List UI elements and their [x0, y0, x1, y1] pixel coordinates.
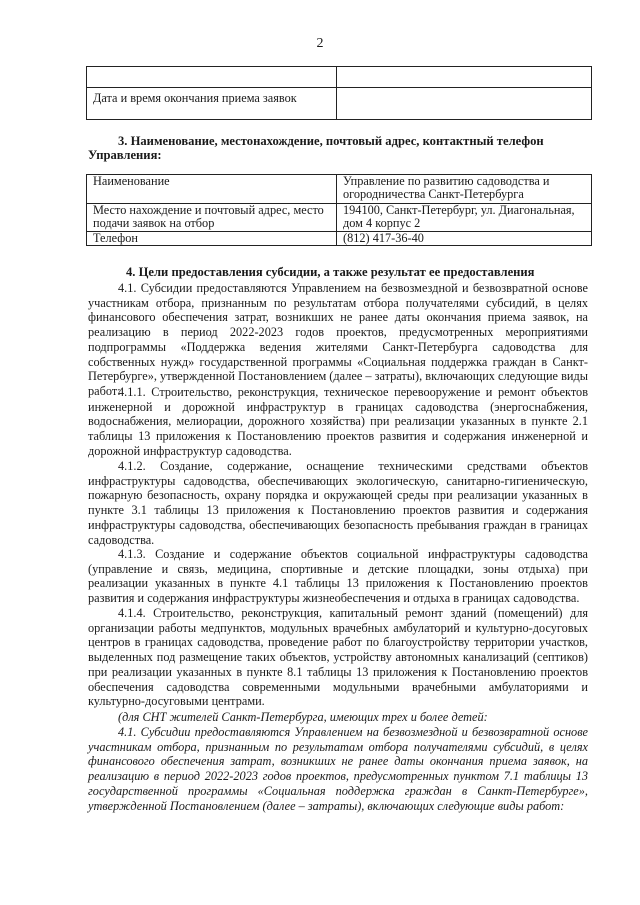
paragraph-4-1-2: 4.1.2. Создание, содержание, оснащение техническими средствами объектов инфраструктуры садоводства, обеспечивающих экологическую, санитарно-гигиеническую, пожарную безопасность, охрану порядка и окружающей среды при реализации указанных в пункте 3.1 таблицы 13 приложения к Постановлению проектов развития и содержания инфраструктуры садоводства, обеспечивающих безопасность пребывания граждан в границах садоводства. — [88, 459, 588, 547]
table-cell-label — [87, 67, 337, 88]
italic-lead: (для СНТ жителей Санкт-Петербурга, имеющих трех и более детей: — [118, 710, 488, 724]
section-4-heading: 4. Цели предоставления субсидии, а также результат ее предоставления — [126, 265, 535, 279]
section-3-heading-continued: Управления: — [88, 148, 162, 162]
paragraph-4-1-1: 4.1.1. Строительство, реконструкция, техническое перевооружение и ремонт объектов инженерной и дорожной инфраструктур в границах садоводства (энергоснабжения, водоснабжения, мелиорации, дорожного хозяйства) при реализации указанных в пункте 2.1 таблицы 13 приложения к Постановлению проектов развития и содержания инженерной и дорожной инфраструктур садоводства. — [88, 385, 588, 458]
table-cell-label: Место нахождение и почтовый адрес, место подачи заявок на отбор — [87, 204, 337, 232]
paragraph-4-1: 4.1. Субсидии предоставляются Управлением на безвозмездной и безвозвратной основе участникам отбора, признанным по результатам отбора получателями субсидий, в целях финансового обеспечения затрат, возникших не ранее даты окончания приема заявок, на реализацию в период 2022-2023 годов проектов, предусмотренных мероприятиями подпрограммы «Поддержка ведения жителями Санкт-Петербурга садоводства для собственных нужд» государственной программы «Социальная поддержка граждан в Санкт-Петербурге», утвержденной Постановлением (далее – затраты), включающих следующие виды работ: — [88, 281, 588, 398]
table-cell-value: 194100, Санкт-Петербург, ул. Диагональная, дом 4 корпус 2 — [337, 204, 592, 232]
table-cell-value: (812) 417-36-40 — [337, 232, 592, 246]
paragraph-4-1-3: 4.1.3. Создание и содержание объектов социальной инфраструктуры садоводства (управление и связь, медицина, спортивные и детские площадки, зоны отдыха) при реализации указанных в пункте 4.1 таблицы 13 приложения к Постановлению проектов развития и содержания инфраструктуры жизнеобеспечения и отдыха в границах садоводства. — [88, 547, 588, 606]
table-row — [87, 67, 592, 88]
table-cell-value — [337, 88, 592, 120]
table-row — [87, 232, 592, 246]
table-cell-value: Управление по развитию садоводства и огородничества Санкт-Петербурга — [337, 175, 592, 204]
table-cell-label: Дата и время окончания приема заявок — [87, 88, 337, 120]
table-cell-label: Наименование — [87, 175, 337, 204]
page-number: 2 — [316, 36, 324, 51]
table-row — [87, 88, 592, 120]
table-row — [87, 175, 592, 204]
contacts-table — [86, 174, 592, 246]
section-3-heading: 3. Наименование, местонахождение, почтовый адрес, контактный телефон — [118, 134, 544, 148]
paragraph-4-1-4: 4.1.4. Строительство, реконструкция, капитальный ремонт зданий (помещений) для организации работы медпунктов, модульных врачебных амбулаторий и культурно-досуговых центров в границах садоводства, проведение работ по благоустройству территории участков, выделенных под размещение таких объектов, устройству автономных канализаций (септиков) при реализации указанных в пункте 8.1 таблицы 13 приложения к Постановлению проектов обеспечения садоводства современными модульными врачебными амбулаториями и культурно-досуговыми центрами. — [88, 606, 588, 709]
table-cell-value — [337, 67, 592, 88]
table-cell-label: Телефон — [87, 232, 337, 246]
table-row — [87, 204, 592, 232]
italic-paragraph-4-1: 4.1. Субсидии предоставляются Управлением на безвозмездной и безвозвратной основе участникам отбора, признанным по результатам отбора получателями субсидий, в целях финансового обеспечения затрат, возникших не ранее даты окончания приема заявок, на реализацию в период 2022-2023 годов проектов, предусмотренных пунктом 7.1 таблицы 13 государственной программы «Социальная поддержка граждан в Санкт-Петербурге», утвержденной Постановлением (далее – затраты), включающих следующие виды работ: — [88, 725, 588, 813]
deadline-table — [86, 66, 592, 120]
